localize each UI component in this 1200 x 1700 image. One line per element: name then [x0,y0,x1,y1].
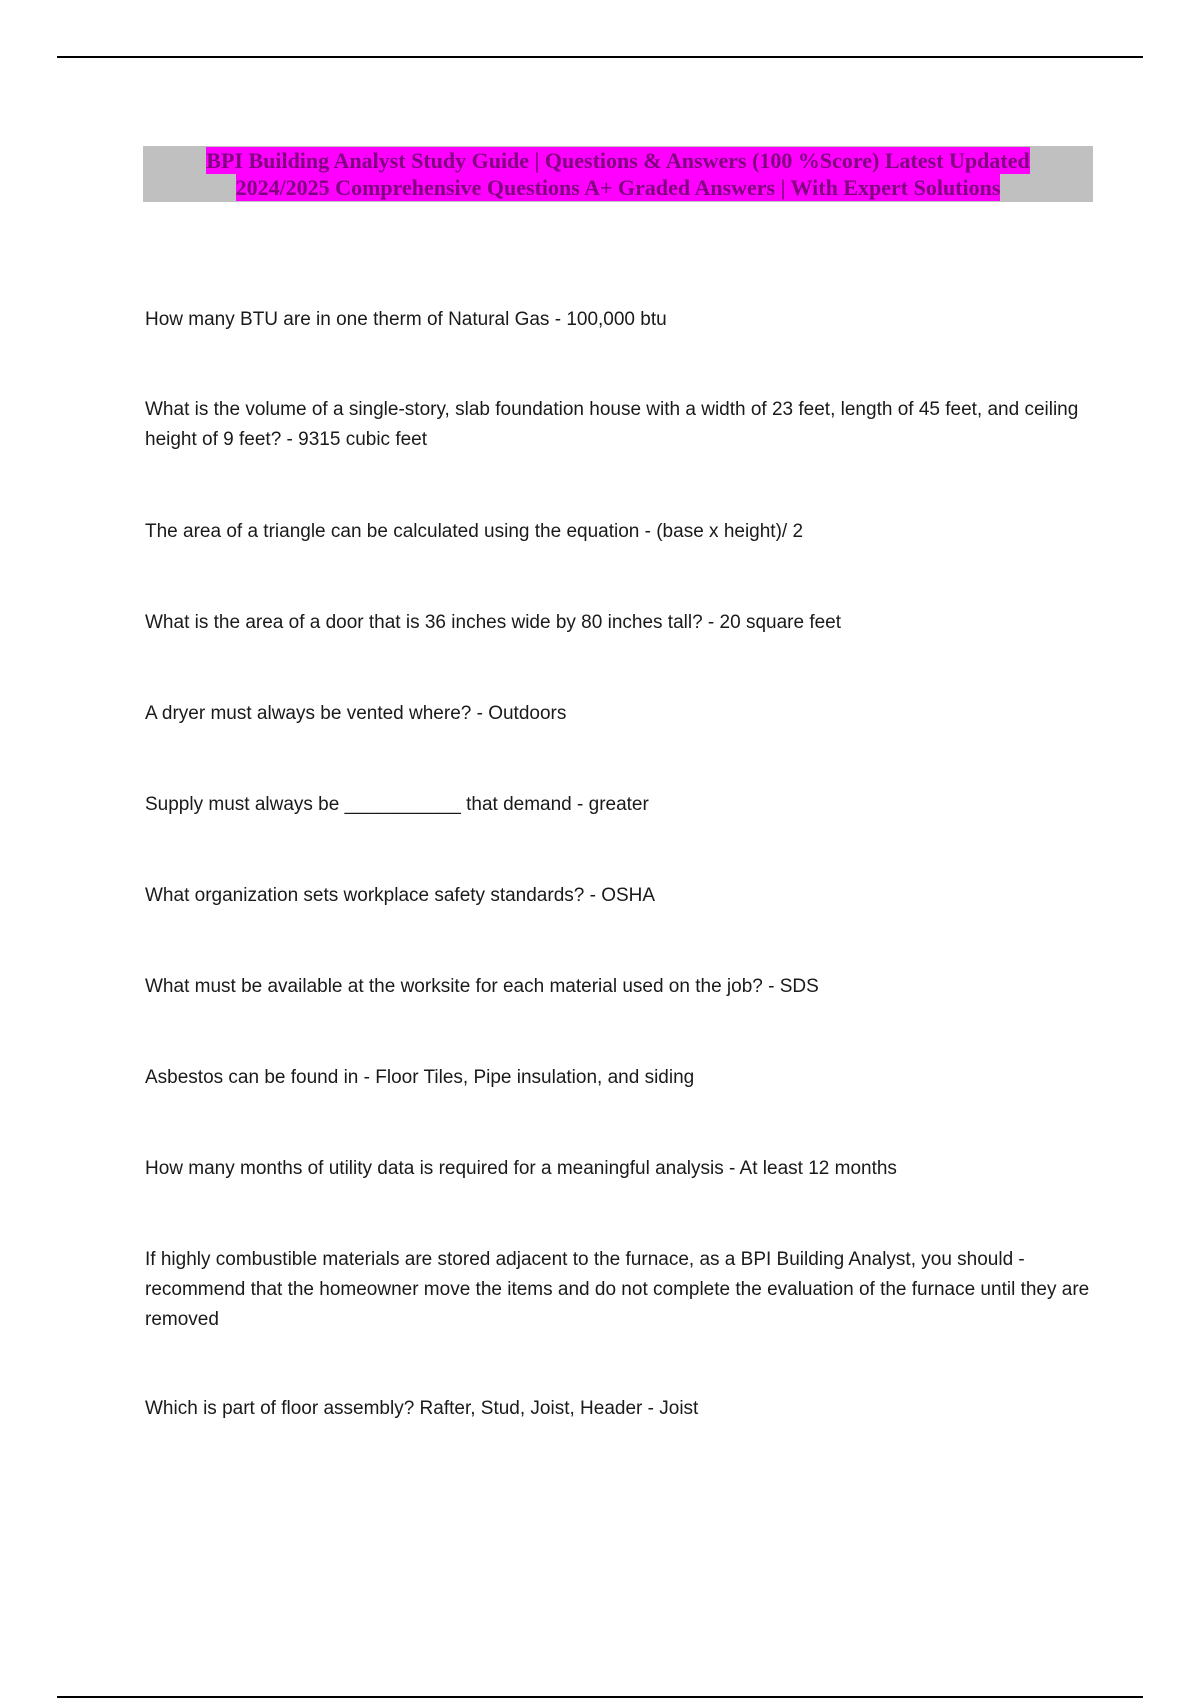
title-line-1: BPI Building Analyst Study Guide | Questions & Answers (100 %Score) Latest Updated [206,148,1030,173]
document-title [143,146,1093,202]
qa-item: Which is part of floor assembly? Rafter, Stud, Joist, Header - Joist [145,1398,699,1419]
qa-item: What organization sets workplace safety standards? - OSHA [145,885,656,906]
qa-item: Supply must always be ___________ that demand - greater [145,794,649,815]
qa-item: A dryer must always be vented where? - Outdoors [145,703,567,724]
qa-item: How many BTU are in one therm of Natural Gas - 100,000 btu [145,309,667,330]
qa-item: What is the area of a door that is 36 inches wide by 80 inches tall? - 20 square feet [145,612,842,633]
bottom-rule [57,1696,1143,1698]
qa-item: If highly combustible materials are stored adjacent to the furnace, as a BPI Building Analyst, you should - recommend that the homeowner move the items and do not complete the evaluation of the furnace until they are removed [145,1249,1090,1330]
qa-item: The area of a triangle can be calculated using the equation - (base x height)/ 2 [145,521,804,542]
title-line-2: 2024/2025 Comprehensive Questions A+ Graded Answers | With Expert Solutions [235,175,1001,200]
qa-item: Asbestos can be found in - Floor Tiles, Pipe insulation, and siding [145,1067,695,1088]
top-rule [57,56,1143,58]
qa-item: What must be available at the worksite for each material used on the job? - SDS [145,976,819,997]
qa-item: What is the volume of a single-story, slab foundation house with a width of 23 feet, length of 45 feet, and ceiling height of 9 feet? - 9315 cubic feet [145,399,1079,450]
qa-item: How many months of utility data is required for a meaningful analysis - At least 12 months [145,1158,897,1179]
